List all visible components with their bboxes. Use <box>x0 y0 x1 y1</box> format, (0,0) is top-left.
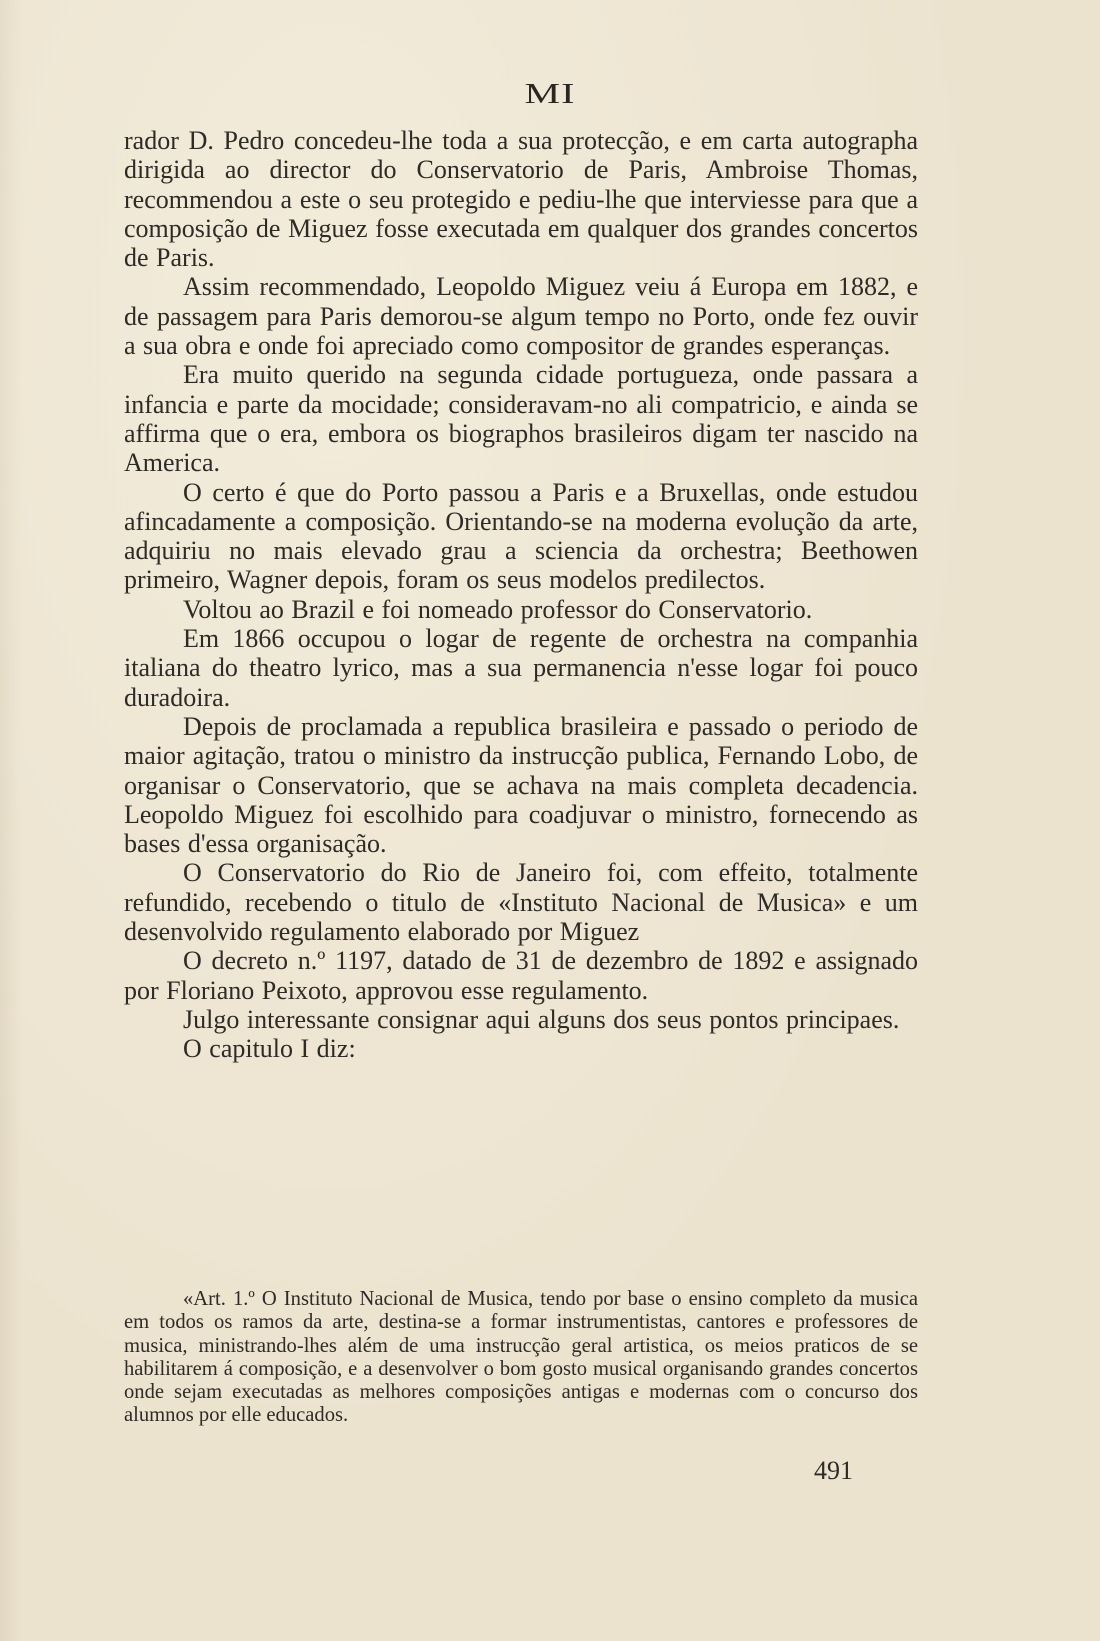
paragraph: O Conservatorio do Rio de Janeiro foi, com effeito, totalmente refundido, recebendo o titulo de «Instituto Nacional de Musica» e um desenvolvido regulamento elaborado por Miguez <box>124 858 918 947</box>
paragraph: O certo é que do Porto passou a Paris e a Bruxellas, onde estudou afincadamente a composição. Orientando-se na moderna evolução da arte, adquiriu no mais elevado grau a sciencia da orchestra; Beethowen primeiro, Wagner depois, foram os seus modelos predilectos. <box>124 477 918 595</box>
quotation-block <box>124 1288 918 1428</box>
page-number: 491 <box>814 1456 853 1485</box>
body-text <box>124 126 918 1064</box>
paragraph: Em 1866 occupou o logar de regente de orchestra na companhia italiana do theatro lyrico, mas a sua permanencia n'esse logar foi pouco duradoira. <box>124 624 918 712</box>
paragraph: Voltou ao Brazil e foi nomeado professor do Conservatorio. <box>183 594 813 624</box>
paragraph: Depois de proclamada a republica brasileira e passado o periodo de maior agitação, tratou o ministro da instrucção publica, Fernando Lobo, de organisar o Conservatorio, que se achava na mais completa decadencia. Leopoldo Miguez foi escolhido para coadjuvar o ministro, fornecendo as bases d'essa organisação. <box>124 711 918 859</box>
paragraph: Era muito querido na segunda cidade portugueza, onde passara a infancia e parte da mocidade; consideravam-no ali compatricio, e ainda se affirma que o era, embora os biographos brasileiros digam ter nascido na America. <box>124 360 918 478</box>
quotation-text: «Art. 1.º O Instituto Nacional de Musica, tendo por base o ensino completo da musica em todos os ramos da arte, destina-se a formar instrumentistas, cantores e professores de musica, ministrando-lhes além de uma instrucção geral artistica, os meios praticos de se habilitarem á composição, e a desenvolver o bom gosto musical organisando grandes concertos onde sejam executadas as melhores composições antigas e modernas com o concurso dos alumnos por elle educados. <box>124 1288 918 1427</box>
paragraph: O capitulo I diz: <box>183 1034 356 1064</box>
paragraph: Julgo interessante consignar aqui alguns dos seus pontos principaes. <box>183 1004 900 1034</box>
running-head: MI <box>524 77 576 110</box>
paragraph: O decreto n.º 1197, datado de 31 de dezembro de 1892 e assignado por Floriano Peixoto, approvou esse regulamento. <box>124 946 918 1005</box>
paragraph: rador D. Pedro concedeu-lhe toda a sua protecção, e em carta autographa dirigida ao director do Conservatorio de Paris, Ambroise Thomas, recommendou a este o seu protegido e pediu-lhe que interviesse para que a composição de Miguez fosse executada em qualquer dos grandes concertos de Paris. <box>124 126 918 273</box>
paragraph: Assim recommendado, Leopoldo Miguez veiu á Europa em 1882, e de passagem para Paris demorou-se algum tempo no Porto, onde fez ouvir a sua obra e onde foi apreciado como compositor de grandes esperanças. <box>124 272 918 361</box>
